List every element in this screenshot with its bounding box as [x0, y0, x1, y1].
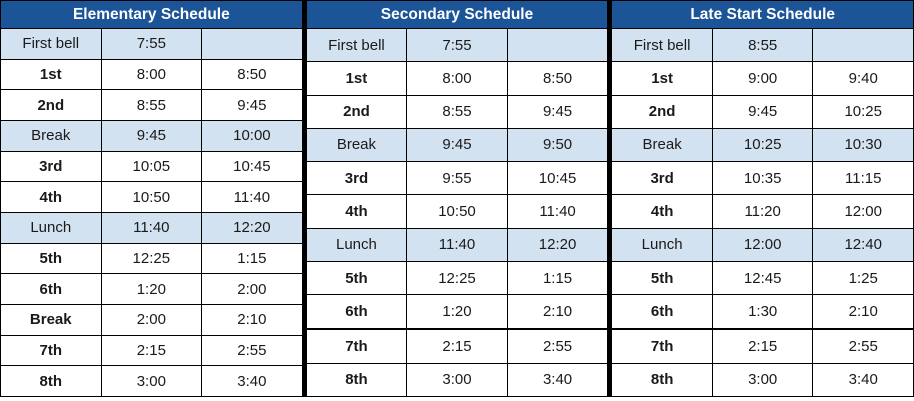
period-label-cell: Lunch: [306, 228, 407, 261]
start-time-cell: 2:00: [101, 304, 202, 335]
schedule-row: [1, 182, 303, 213]
end-time-cell: 3:40: [813, 363, 914, 396]
period-label-cell: Lunch: [612, 228, 713, 261]
end-time-cell: 2:10: [813, 295, 914, 328]
schedule-row: [612, 128, 914, 161]
start-time-cell: 7:55: [101, 29, 202, 60]
end-time-cell: 2:55: [202, 335, 303, 366]
schedule-row: [612, 330, 914, 363]
schedule-row: [306, 195, 608, 228]
start-time-cell: 10:35: [712, 162, 813, 195]
end-time-cell: 3:40: [202, 366, 303, 397]
schedule-row: [1, 274, 303, 305]
end-time-cell: [813, 29, 914, 62]
start-time-cell: 2:15: [712, 330, 813, 363]
start-time-cell: 10:50: [101, 182, 202, 213]
start-time-cell: 8:00: [101, 59, 202, 90]
end-time-cell: 12:20: [202, 212, 303, 243]
start-time-cell: 10:25: [712, 128, 813, 161]
end-time-cell: 12:20: [507, 228, 608, 261]
end-time-cell: 10:45: [507, 162, 608, 195]
schedule-table: [611, 0, 914, 397]
end-time-cell: 9:50: [507, 128, 608, 161]
schedule-row: [612, 261, 914, 294]
schedule-table: [0, 0, 303, 397]
end-time-cell: 2:10: [202, 304, 303, 335]
period-label-cell: 7th: [1, 335, 102, 366]
period-label-cell: 4th: [306, 195, 407, 228]
end-time-cell: 10:25: [813, 95, 914, 128]
period-label-cell: First bell: [1, 29, 102, 60]
end-time-cell: 2:55: [813, 330, 914, 363]
period-label-cell: 8th: [1, 366, 102, 397]
schedule-row: [306, 295, 608, 328]
end-time-cell: 1:15: [507, 261, 608, 294]
period-label-cell: 7th: [612, 330, 713, 363]
end-time-cell: 11:15: [813, 162, 914, 195]
end-time-cell: 8:50: [507, 62, 608, 95]
start-time-cell: 12:25: [407, 261, 508, 294]
schedule-header-row: [306, 1, 608, 29]
schedule-row: [306, 29, 608, 62]
end-time-cell: 10:30: [813, 128, 914, 161]
start-time-cell: 8:55: [101, 90, 202, 121]
schedule-row: [612, 228, 914, 261]
period-label-cell: 8th: [306, 363, 407, 396]
start-time-cell: 3:00: [101, 366, 202, 397]
schedule-row: [612, 95, 914, 128]
period-label-cell: Break: [612, 128, 713, 161]
schedule-row: [1, 304, 303, 335]
start-time-cell: 7:55: [407, 29, 508, 62]
end-time-cell: 8:50: [202, 59, 303, 90]
period-label-cell: 4th: [1, 182, 102, 213]
schedule-header-row: [1, 1, 303, 29]
period-label-cell: 1st: [306, 62, 407, 95]
end-time-cell: 12:00: [813, 195, 914, 228]
schedule-row: [1, 212, 303, 243]
period-label-cell: First bell: [612, 29, 713, 62]
end-time-cell: 10:45: [202, 151, 303, 182]
period-label-cell: 2nd: [612, 95, 713, 128]
start-time-cell: 1:20: [101, 274, 202, 305]
period-label-cell: First bell: [306, 29, 407, 62]
schedule-row: [306, 261, 608, 294]
schedule-row: [612, 162, 914, 195]
schedule-title: Secondary Schedule: [306, 1, 608, 29]
schedule-row: [306, 363, 608, 396]
period-label-cell: 6th: [1, 274, 102, 305]
schedule-row: [306, 228, 608, 261]
period-label-cell: 3rd: [306, 162, 407, 195]
period-label-cell: 1st: [612, 62, 713, 95]
end-time-cell: 2:00: [202, 274, 303, 305]
schedule-row: [1, 335, 303, 366]
schedule-row: [1, 59, 303, 90]
schedule-row: [306, 62, 608, 95]
start-time-cell: 11:40: [407, 228, 508, 261]
end-time-cell: [202, 29, 303, 60]
end-time-cell: 9:45: [202, 90, 303, 121]
schedule-title: Late Start Schedule: [612, 1, 914, 29]
period-label-cell: 3rd: [612, 162, 713, 195]
start-time-cell: 10:50: [407, 195, 508, 228]
start-time-cell: 12:45: [712, 261, 813, 294]
start-time-cell: 9:45: [712, 95, 813, 128]
end-time-cell: 9:40: [813, 62, 914, 95]
period-label-cell: 7th: [306, 330, 407, 363]
period-label-cell: Break: [1, 304, 102, 335]
start-time-cell: 8:55: [712, 29, 813, 62]
schedule-row: [306, 162, 608, 195]
start-time-cell: 11:40: [101, 212, 202, 243]
start-time-cell: 2:15: [407, 330, 508, 363]
end-time-cell: 11:40: [202, 182, 303, 213]
start-time-cell: 8:55: [407, 95, 508, 128]
schedule-row: [612, 295, 914, 328]
start-time-cell: 9:00: [712, 62, 813, 95]
start-time-cell: 9:45: [407, 128, 508, 161]
start-time-cell: 3:00: [407, 363, 508, 396]
end-time-cell: 10:00: [202, 120, 303, 151]
schedule-row: [1, 90, 303, 121]
start-time-cell: 10:05: [101, 151, 202, 182]
period-label-cell: Break: [306, 128, 407, 161]
end-time-cell: 2:55: [507, 330, 608, 363]
schedule-row: [306, 330, 608, 363]
end-time-cell: 3:40: [507, 363, 608, 396]
schedule-row: [1, 29, 303, 60]
period-label-cell: 6th: [612, 295, 713, 328]
start-time-cell: 12:25: [101, 243, 202, 274]
period-label-cell: 5th: [1, 243, 102, 274]
end-time-cell: 9:45: [507, 95, 608, 128]
end-time-cell: 1:25: [813, 261, 914, 294]
schedule-row: [612, 195, 914, 228]
end-time-cell: [507, 29, 608, 62]
period-label-cell: Break: [1, 120, 102, 151]
period-label-cell: 2nd: [306, 95, 407, 128]
end-time-cell: 1:15: [202, 243, 303, 274]
start-time-cell: 8:00: [407, 62, 508, 95]
end-time-cell: 12:40: [813, 228, 914, 261]
start-time-cell: 9:45: [101, 120, 202, 151]
period-label-cell: 8th: [612, 363, 713, 396]
period-label-cell: Lunch: [1, 212, 102, 243]
end-time-cell: 2:10: [507, 295, 608, 328]
schedule-row: [1, 366, 303, 397]
schedule-row: [306, 128, 608, 161]
start-time-cell: 11:20: [712, 195, 813, 228]
period-label-cell: 4th: [612, 195, 713, 228]
schedule-table: [306, 0, 609, 397]
start-time-cell: 12:00: [712, 228, 813, 261]
schedule-header-row: [612, 1, 914, 29]
schedule-row: [612, 62, 914, 95]
schedule-row: [612, 363, 914, 396]
schedule-row: [1, 151, 303, 182]
period-label-cell: 5th: [306, 261, 407, 294]
start-time-cell: 2:15: [101, 335, 202, 366]
start-time-cell: 1:20: [407, 295, 508, 328]
period-label-cell: 3rd: [1, 151, 102, 182]
schedule-row: [1, 120, 303, 151]
start-time-cell: 9:55: [407, 162, 508, 195]
schedule-row: [306, 95, 608, 128]
schedule-row: [612, 29, 914, 62]
start-time-cell: 1:30: [712, 295, 813, 328]
period-label-cell: 2nd: [1, 90, 102, 121]
schedule-row: [1, 243, 303, 274]
start-time-cell: 3:00: [712, 363, 813, 396]
period-label-cell: 1st: [1, 59, 102, 90]
period-label-cell: 5th: [612, 261, 713, 294]
period-label-cell: 6th: [306, 295, 407, 328]
end-time-cell: 11:40: [507, 195, 608, 228]
schedule-title: Elementary Schedule: [1, 1, 303, 29]
